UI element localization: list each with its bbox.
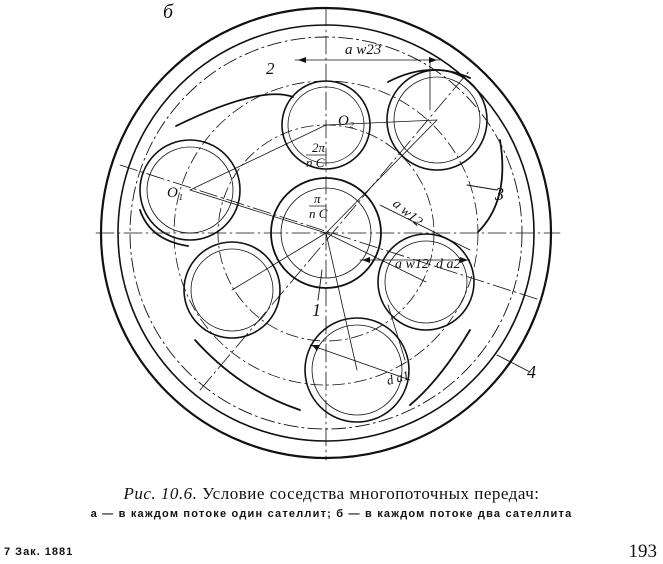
dim-label-aw23: a w23	[345, 42, 382, 58]
diagram-stroke	[318, 270, 322, 300]
angle-label-2pi-den: n C	[306, 155, 325, 170]
gear-label-1: 1	[312, 300, 321, 320]
diagram-stroke	[380, 205, 470, 250]
figure-caption-title	[0, 484, 663, 504]
print-mark: 7 Зак. 1881	[4, 546, 74, 558]
diagram-stroke	[388, 305, 405, 360]
dim-label-da2: d a2	[436, 257, 461, 272]
diagram-stroke	[298, 57, 306, 63]
angle-label-pi-num: π	[314, 191, 321, 206]
figure-caption-description: а — в каждом потоке один сателлит; б — в каждом потоке два сателлита	[90, 508, 573, 520]
center-label-o2: O₂	[338, 113, 355, 129]
dim-label-aw12-diag: a w12	[389, 196, 425, 230]
dim-label-da1: d a1	[384, 367, 411, 388]
angle-label-2pi-num: 2π	[312, 140, 326, 155]
panel-label: б	[163, 1, 174, 23]
diagram-stroke	[429, 57, 437, 63]
gear-label-4: 4	[527, 362, 536, 382]
gear-label-2: 2	[266, 59, 275, 78]
satellite-gears	[140, 70, 487, 422]
diagram-stroke	[326, 233, 357, 370]
figure-number: Рис. 10.6.	[123, 484, 198, 503]
angle-label-pi-den: n C	[309, 206, 328, 221]
page-number: 193	[628, 541, 657, 562]
figure-title: Условие соседства многопоточных передач:	[202, 484, 540, 503]
dim-label-aw12: a w12	[395, 257, 429, 272]
diagram-stroke	[190, 190, 326, 233]
gear-label-3: 3	[495, 184, 504, 204]
center-label-o1: O₁	[167, 185, 184, 201]
